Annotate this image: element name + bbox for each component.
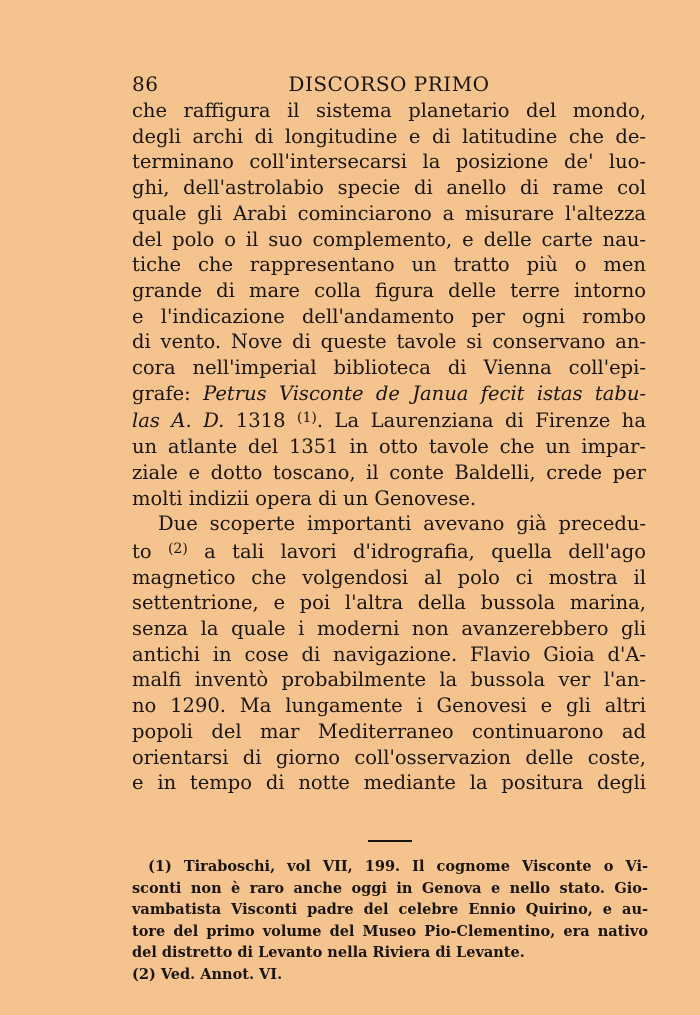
text-line: popoli del mar Mediterraneo continuarono ad bbox=[132, 719, 646, 743]
body-text bbox=[132, 98, 646, 796]
text-line: ziale e dotto toscano, il conte Baldelli, crede per bbox=[132, 460, 646, 484]
epigraph-italic: las A. D. bbox=[132, 409, 225, 433]
text-line: magnetico che volgendosi al polo ci mostra il bbox=[132, 565, 646, 589]
text-line: orientarsi di giorno coll'osservazion delle coste, bbox=[132, 745, 646, 769]
footnote-line: vambatista Visconti padre del celebre Ennio Quirino, e au- bbox=[132, 901, 648, 918]
epigraph-line-2 bbox=[132, 406, 646, 434]
footnote-line: sconti non è raro anche oggi in Genova e nello stato. Gio- bbox=[132, 879, 648, 897]
text-line: molti indizii opera di un Genovese. bbox=[132, 486, 477, 510]
footnote-line: tore del primo volume del Museo Pio-Clementino, era nativo bbox=[132, 922, 648, 940]
text-line bbox=[132, 537, 646, 565]
text-fragment: a tali lavori d'idrografia, quella dell'ago bbox=[187, 539, 646, 563]
text-line: del polo o il suo complemento, e delle carte nau- bbox=[132, 227, 646, 251]
text-line: quale gli Arabi cominciarono a misurare l'altezza bbox=[132, 201, 646, 225]
text-line: tiche che rappresentano un tratto più o men bbox=[132, 253, 646, 277]
text-line: antichi in cose di navigazione. Flavio Gioia d'A- bbox=[132, 642, 646, 666]
text-line: ghi, dell'astrolabio specie di anello di rame col bbox=[132, 176, 646, 200]
text-line: un atlante del 1351 in otto tavole che un impar- bbox=[132, 435, 646, 459]
running-title: DISCORSO PRIMO bbox=[288, 72, 490, 96]
epigraph-italic: Petrus Visconte de Janua fecit istas tabu- bbox=[203, 381, 646, 405]
text-line: no 1290. Ma lungamente i Genovesi e gli altri bbox=[132, 694, 646, 718]
page-number: 86 bbox=[132, 72, 159, 96]
text-line: settentrione, e poi l'altra della bussola marina, bbox=[132, 591, 646, 615]
text-line: e l'indicazione dell'andamento per ogni rombo bbox=[132, 304, 646, 328]
page-header bbox=[132, 72, 646, 100]
footnote-ref: (1) bbox=[297, 410, 317, 427]
footnote-ref: (2) bbox=[167, 540, 188, 557]
paragraph-start: Due scoperte importanti avevano già precedu- bbox=[158, 512, 646, 536]
footnotes bbox=[132, 856, 648, 985]
text-line: senza la quale i moderni non avanzerebbero gli bbox=[132, 617, 646, 641]
epigraph-line-1 bbox=[132, 381, 646, 407]
text-line: terminano coll'intersecarsi la posizione de' luo- bbox=[132, 150, 646, 174]
text-line: e in tempo di notte mediante la positura degli bbox=[132, 771, 646, 795]
footnote-2: (2) Ved. Annot. VI. bbox=[132, 965, 283, 983]
text-line: di vento. Nove di queste tavole si conservano an- bbox=[132, 330, 646, 354]
epigraph-suffix: . La Laurenziana di Firenze ha bbox=[316, 409, 646, 433]
text-line: grande di mare colla figura delle terre intorno bbox=[132, 278, 646, 302]
text-line: cora nell'imperial biblioteca di Vienna coll'epi- bbox=[132, 356, 646, 380]
text-line: malfi inventò probabilmente la bussola ver l'an- bbox=[132, 668, 646, 692]
epigraph-year: 1318 bbox=[224, 409, 297, 433]
footnote-divider bbox=[368, 840, 412, 842]
text-fragment: to bbox=[132, 539, 168, 563]
footnote-line: del distretto di Levanto nella Riviera di Levante. bbox=[132, 944, 525, 961]
epigraph-prefix: grafe: bbox=[132, 381, 204, 405]
footnote-line: (1) Tiraboschi, vol VII, 199. Il cognome Visconte o Vi- bbox=[148, 858, 648, 875]
text-line: che raffigura il sistema planetario del mondo, bbox=[132, 99, 646, 122]
text-line: degli archi di longitudine e di latitudine che de- bbox=[132, 124, 646, 148]
